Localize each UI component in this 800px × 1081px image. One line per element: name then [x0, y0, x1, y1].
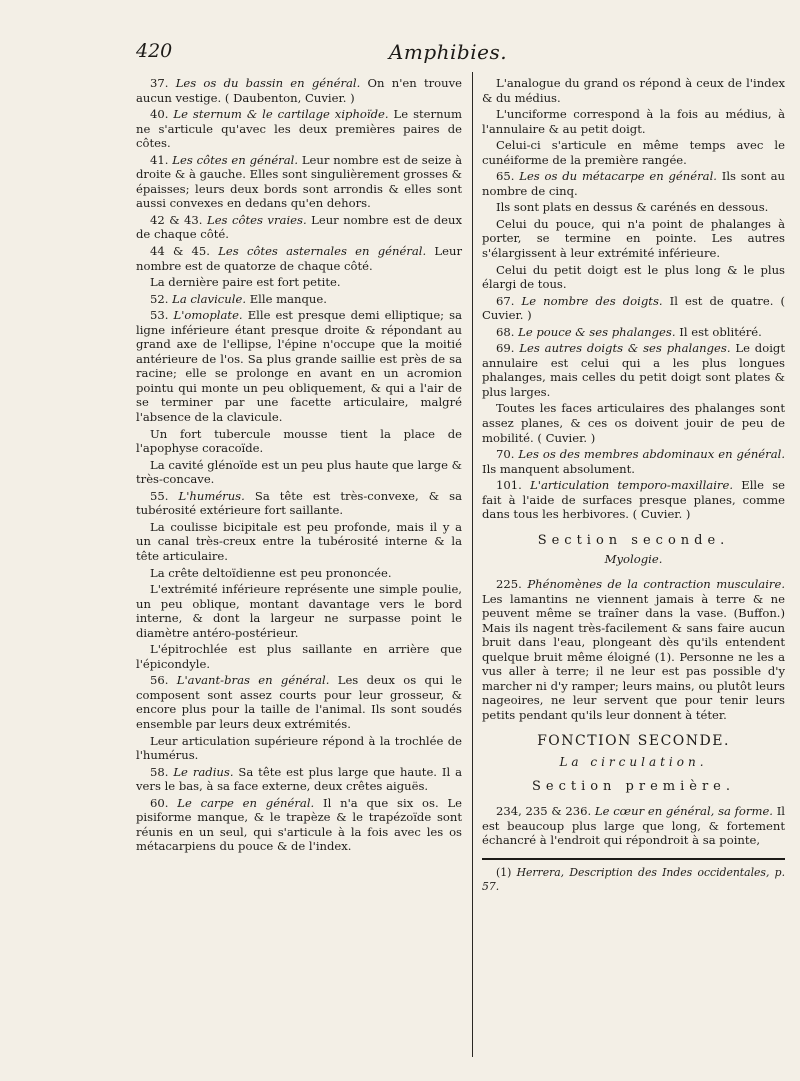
paragraph-body: Sa tête est très-convexe, & sa tubérosité extérieure fort saillante.	[136, 488, 462, 518]
paragraph-body: Elle se fait à l'aide de surfaces presque planes, comme dans tous les herbivores. ( Cuvier. )	[482, 478, 786, 522]
paragraph-title: Le radius.	[173, 764, 234, 779]
paragraph-body: L'épitrochlée est plus saillante en arrière que l'épicondyle.	[136, 642, 462, 671]
paragraph	[482, 200, 785, 215]
paragraph	[136, 213, 462, 242]
footnote-marker: (1)	[496, 865, 512, 879]
paragraph-body: Celui-ci s'articule en même temps avec le cunéiforme de la première rangée.	[482, 138, 785, 167]
paragraph	[136, 734, 462, 763]
right-column-top	[482, 76, 785, 522]
paragraph	[482, 577, 785, 722]
paragraph-body: Il n'a que six os. Le pisiforme manque, & le trapèze & le trapézoïde sont réunis en un seul, qui s'articule à la fois avec les os métacarpiens du pouce & de l'index.	[136, 795, 463, 854]
paragraph-body: Sa tête est plus large que haute. Il a vers le bas, à sa face externe, deux crêtes aiguës.	[136, 764, 462, 794]
paragraph-body: Ils sont plats en dessus & carénés en dessous.	[496, 200, 769, 215]
paragraph-number: 65.	[496, 169, 515, 184]
paragraph-body: L'unciforme correspond à la fois au médius, à l'annulaire & au petit doigt.	[482, 107, 785, 136]
paragraph-body: Celui du pouce, qui n'a point de phalanges à porter, se termine en pointe. Les autres s'élargissent à leur extrémité inférieure.	[482, 216, 785, 261]
paragraph-body: Toutes les faces articulaires des phalanges sont assez planes, & ces os doivent jouir de peu de mobilité. ( Cuvier. )	[482, 401, 785, 445]
paragraph-title: Phénomènes de la contraction musculaire.	[527, 576, 785, 591]
function-subheading: La circulation.	[559, 754, 708, 769]
paragraph-title: Les os du métacarpe en général.	[519, 169, 717, 184]
paragraph-title: Le cœur en général, sa forme.	[594, 804, 773, 819]
paragraph-number: 70.	[496, 447, 515, 462]
paragraph-number: 41.	[150, 152, 169, 167]
paragraph-number: 56.	[150, 673, 169, 688]
paragraph	[136, 292, 462, 307]
paragraph-number: 53.	[150, 308, 169, 323]
paragraph-body: Leur nombre est de seize à droite & à gauche. Elles sont singulièrement grosses & épaisses; leurs deux bords sont arrondis & elles sont aussi convexes en dedans qu'en dehors.	[136, 152, 463, 211]
paragraph-number: 68.	[496, 324, 515, 339]
paragraph	[482, 76, 785, 105]
paragraph-number: 67.	[496, 293, 515, 308]
right-column	[482, 76, 785, 897]
paragraph-body: Il est de quatre. ( Cuvier. )	[482, 293, 785, 323]
footnote-rule	[482, 858, 785, 860]
paragraph	[482, 478, 785, 522]
paragraph	[482, 138, 785, 167]
paragraph	[136, 427, 462, 456]
paragraph-body: L'analogue du grand os répond à ceux de l'index & du médius.	[482, 76, 785, 105]
paragraph-body: La dernière paire est fort petite.	[150, 275, 341, 290]
paragraph-title: L'omoplate.	[173, 308, 243, 323]
paragraph	[136, 76, 462, 105]
paragraph-title: Les autres doigts & ses phalanges.	[519, 341, 731, 356]
paragraph	[136, 458, 462, 487]
paragraph-title: L'articulation temporo-maxillaire.	[530, 478, 734, 493]
paragraph-number: 42 & 43.	[150, 212, 203, 227]
paragraph-title: Le nombre des doigts.	[521, 293, 663, 308]
paragraph-body: Le doigt annulaire est celui qui a les plus longues phalanges, mais celles du petit doigt sont plates & plus larges.	[482, 341, 785, 399]
paragraph-number: 37.	[150, 76, 169, 90]
paragraph-number: 40.	[150, 107, 169, 122]
paragraph-number: 60.	[150, 795, 169, 810]
right-column-bottom	[482, 804, 785, 848]
paragraph	[482, 263, 785, 292]
paragraph-body: Elle manque.	[246, 291, 327, 306]
paragraph-body: Le sternum ne s'articule qu'avec les deux premières paires de côtes.	[136, 107, 463, 151]
paragraph	[482, 169, 785, 198]
paragraph-number: 101.	[496, 478, 522, 493]
paragraph	[136, 566, 462, 581]
page-header	[136, 40, 760, 70]
paragraph-body: La crête deltoïdienne est peu prononcée.	[150, 565, 392, 580]
paragraph	[482, 401, 785, 445]
paragraph-body: Celui du petit doigt est le plus long & le plus élargi de tous.	[482, 262, 785, 292]
right-column-mid	[482, 577, 785, 722]
paragraph-body: La coulisse bicipitale est peu profonde, mais il y a un canal très-creux entre la tubérosité interne & la tête articulaire.	[136, 519, 462, 563]
paragraph-body: Ils sont au nombre de cinq.	[482, 169, 786, 198]
paragraph-body: Un fort tubercule mousse tient la place de l'apophyse coracoïde.	[136, 426, 462, 456]
paragraph-number: 52.	[150, 291, 169, 306]
paragraph	[136, 673, 462, 731]
section-heading: Section seconde.	[537, 532, 730, 548]
paragraph	[136, 582, 462, 640]
paragraph	[136, 153, 462, 211]
paragraph-title: L'avant-bras en général.	[176, 673, 330, 688]
paragraph-body: L'extrémité inférieure représente une simple poulie, un peu oblique, montant davantage vers le bord interne, & dont la largeur ne surpasse point le diamètre antéro-postérieur.	[136, 582, 462, 640]
paragraph-title: Les côtes vraies.	[207, 212, 307, 227]
paragraph-body: Il est beaucoup plus large que long, & fortement échancré à l'endroit qui répondroit à sa pointe,	[482, 804, 785, 848]
paragraph-body: Leur articulation supérieure répond à la trochlée de l'humérus.	[136, 733, 462, 763]
paragraph-body: Il est oblitéré.	[675, 324, 762, 339]
paragraph-title: Les côtes en général.	[172, 152, 299, 167]
page-number: 420	[136, 40, 173, 62]
paragraph	[136, 765, 462, 794]
paragraph-body: Leur nombre est de quatorze de chaque côté.	[136, 244, 462, 273]
paragraph	[482, 325, 785, 340]
paragraph-number: 44 & 45.	[150, 244, 210, 259]
function-heading: FONCTION SECONDE.	[537, 733, 730, 750]
paragraph-body: Leur nombre est de deux de chaque côté.	[136, 212, 462, 242]
paragraph	[136, 642, 462, 671]
paragraph-body: Elle est presque demi elliptique; sa ligne inférieure étant presque droite & répondant au grand axe de l'ellipse, l'épine n'occupe que la moitié antérieure de l'os. Sa plus grande saillie est près de sa racine; elle se prolonge en avant en un acromion pointu qui monte un peu obliquement, & qui a l'air de se terminer par une facette articulaire, malgré l'absence de la clavicule.	[136, 308, 463, 425]
footnote-text: Herrera, Description des Indes occidentales, p. 57.	[482, 865, 785, 894]
paragraph-title: Les côtes asternales en général.	[218, 244, 427, 259]
section-heading-first: Section première.	[531, 778, 736, 794]
paragraph-number: 225.	[496, 576, 522, 591]
paragraph-number: 234, 235 & 236.	[496, 804, 592, 819]
paragraph-title: Le sternum & le cartilage xiphoïde.	[173, 107, 389, 122]
paragraph	[136, 489, 462, 518]
paragraph	[482, 804, 785, 848]
paragraph	[136, 520, 462, 564]
paragraph-title: L'humérus.	[178, 488, 245, 503]
paragraph	[136, 796, 462, 854]
paragraph-number: 58.	[150, 764, 169, 779]
paragraph	[136, 275, 462, 290]
paragraph	[136, 244, 462, 273]
paragraph	[482, 341, 785, 399]
paragraph	[136, 107, 462, 151]
paragraph-body: Ils manquent absolument.	[482, 461, 635, 476]
paragraph-body: On n'en trouve aucun vestige. ( Daubenton, Cuvier. )	[136, 76, 463, 105]
paragraph-title: Les os des membres abdominaux en général.	[518, 447, 786, 462]
paragraph-title: La clavicule.	[172, 291, 247, 306]
paragraph-title: Le pouce & ses phalanges.	[518, 324, 676, 339]
footnote	[482, 866, 785, 895]
paragraph-body: Les deux os qui le composent sont assez courts pour leur grosseur, & encore plus pour la taille de l'animal. Ils sont soudés ensemble par leurs deux extrémités.	[136, 673, 462, 731]
running-title: Amphibies.	[388, 40, 508, 64]
paragraph-number: 69.	[496, 341, 515, 356]
section-subheading: Myologie.	[604, 552, 663, 567]
paragraph-body: La cavité glénoïde est un peu plus haute que large & très-concave.	[136, 457, 462, 487]
paragraph-body: Les lamantins ne viennent jamais à terre & ne peuvent même se traîner dans la vase. (Buffon.) Mais ils nagent très-facilement & sans faire aucun bruit dans l'eau, plongeant dès qu'ils entendent quelque bruit même éloigné (1). Personne ne les a vus aller à terre; il ne leur est pas possible d'y marcher ni d'y ramper; leurs mains, ou plutôt leurs nageoires, ne leur servent que pour tenir leurs petits pendant qu'ils leur donnent à téter.	[482, 591, 785, 722]
paragraph	[136, 308, 462, 424]
paragraph-title: Le carpe en général.	[177, 795, 315, 810]
paragraph	[482, 447, 785, 476]
paragraph-title: Les os du bassin en général.	[175, 76, 361, 90]
column-divider	[472, 72, 473, 1057]
paragraph	[482, 294, 785, 323]
paragraph	[482, 107, 785, 136]
paragraph	[482, 217, 785, 261]
left-column	[136, 76, 462, 856]
paragraph-number: 55.	[150, 488, 169, 503]
